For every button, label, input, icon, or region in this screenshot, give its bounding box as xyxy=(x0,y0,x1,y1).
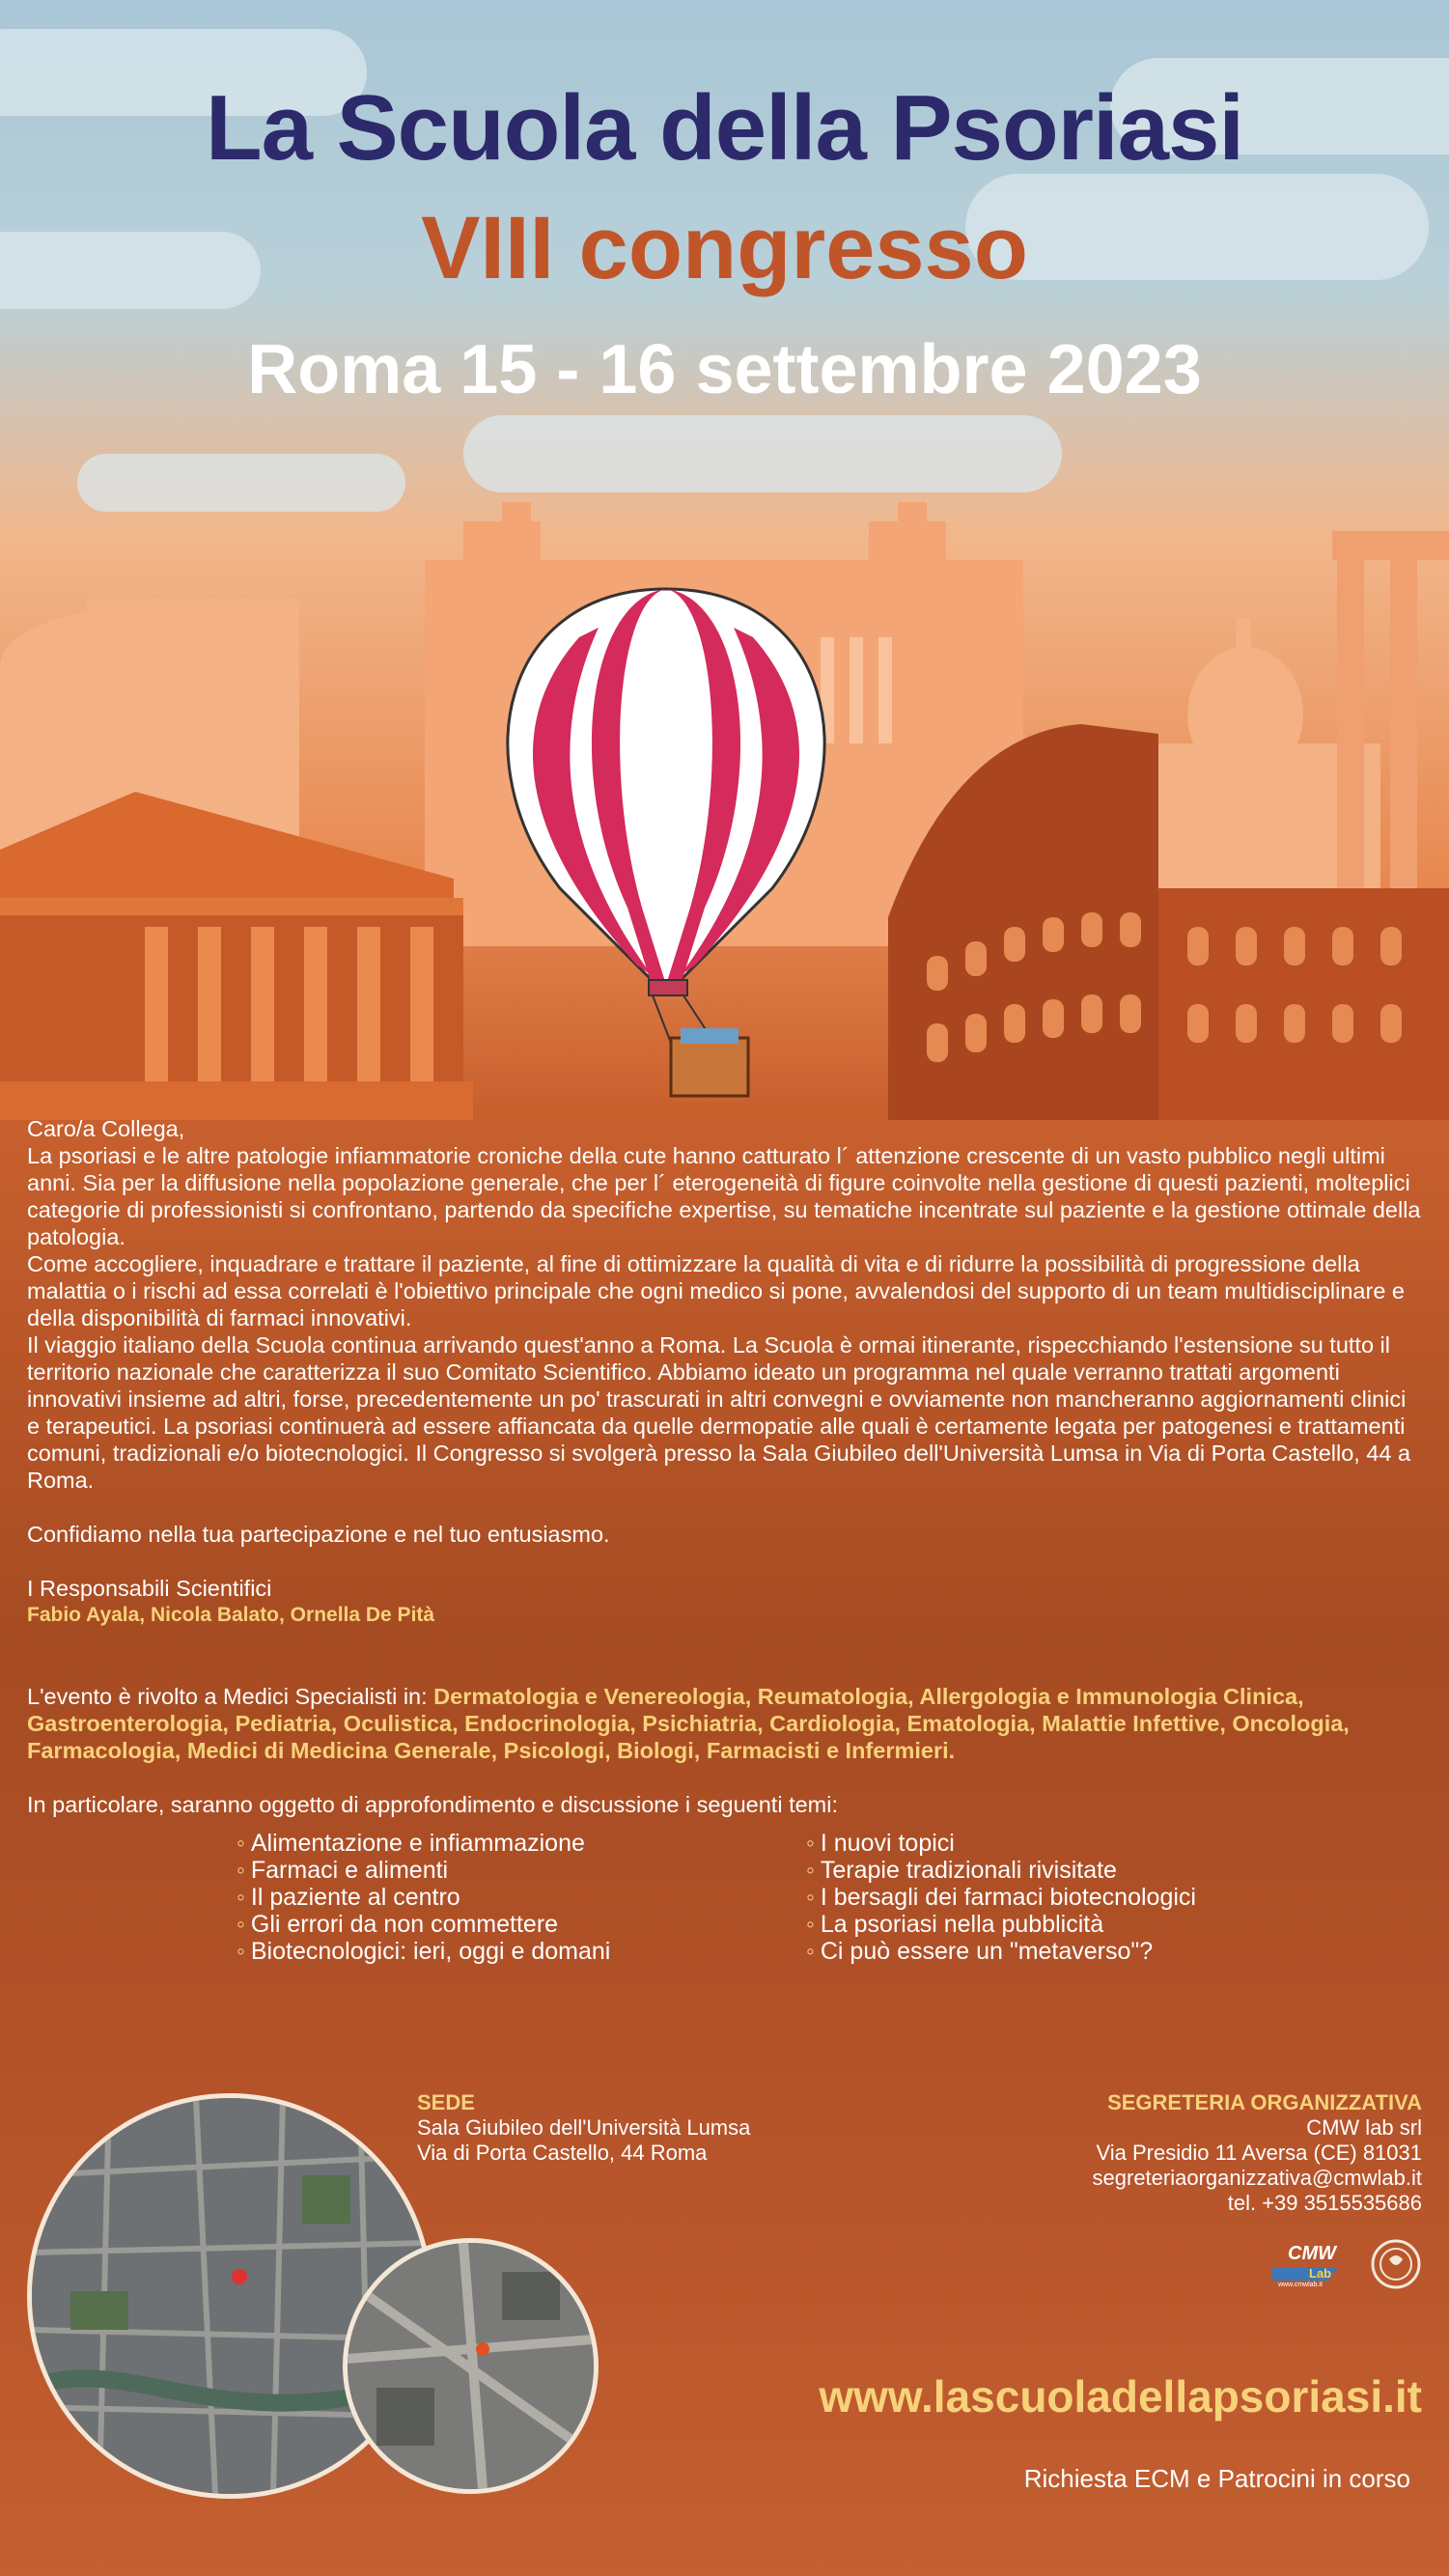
topic-item: ◦ Farmaci e alimenti xyxy=(237,1857,449,1884)
cmw-lab-logo xyxy=(1270,2238,1357,2286)
letter-closing: Confidiamo nella tua partecipazione e nel tuo entusiasmo. xyxy=(27,1522,610,1547)
ecm-note: Richiesta ECM e Patrocini in corso xyxy=(1023,2464,1410,2493)
organizer-info xyxy=(1093,2090,1422,2216)
topic-item: ◦ La psoriasi nella pubblicità xyxy=(806,1911,1104,1938)
topic-item: ◦ I bersagli dei farmaci biotecnologici xyxy=(806,1884,1196,1911)
audience-intro: L'evento è rivolto a Medici Specialisti in: xyxy=(27,1684,434,1709)
website-link[interactable]: www.lascuoladellapsoriasi.it xyxy=(819,2371,1422,2422)
topics-intro: In particolare, saranno oggetto di approfondimento e discussione i seguenti temi: xyxy=(27,1792,838,1817)
congress-dates: Roma 15 - 16 settembre 2023 xyxy=(247,331,1202,408)
topic-item: ◦ I nuovi topici xyxy=(806,1830,955,1857)
topic-item: ◦ Biotecnologici: ieri, oggi e domani xyxy=(237,1938,611,1965)
topics-list-left xyxy=(237,1830,610,1965)
congress-edition: VIII congresso xyxy=(421,199,1028,297)
venue-address: Via di Porta Castello, 44 Roma xyxy=(417,2141,708,2165)
seal-logo xyxy=(1370,2238,1422,2290)
venue-name: Sala Giubileo dell'Università Lumsa xyxy=(417,2115,751,2140)
organizer-address: Via Presidio 11 Aversa (CE) 81031 xyxy=(1096,2141,1422,2165)
audience-specialties: Dermatologia e Venereologia, Reumatologia, Allergologia e Immunologia Clinica, Gastroenterologia, Pediatria, Oculistica, Endocrinologia, Psichiatria, Cardiologia, Ematologia, Malattie Infettive, Oncologia, Farmacologia, Medici di Medicina Generale, Psicologi, Biologi, Farmacisti e Infermieri. xyxy=(27,1684,1350,1763)
organizer-company: CMW lab srl xyxy=(1306,2115,1422,2140)
svg-text:Lab: Lab xyxy=(1309,2266,1332,2281)
responsabili-label: I Responsabili Scientifici xyxy=(27,1576,272,1601)
topics-list-right xyxy=(806,1830,1196,1965)
svg-text:www.cmwlab.it: www.cmwlab.it xyxy=(1278,2282,1323,2286)
pantheon-silhouette xyxy=(0,792,473,1120)
topic-item: ◦ Il paziente al centro xyxy=(237,1884,460,1911)
venue-map-image xyxy=(343,2238,599,2494)
hot-air-balloon xyxy=(508,589,824,1096)
letter-paragraph-3: Il viaggio italiano della Scuola continua arrivando quest'anno a Roma. La Scuola è ormai itinerante, rispecchiando l'estensione su tutto il territorio nazionale che caratterizza il suo Comitato Scientifico. Abbiamo ideato un programma nel quale verranno trattati argomenti innovativi insieme ad altri, forse, precedentemente un po' trascurati in altri convegni e ovviamente non mancheranno aggiornamenti clinici e terapeutici. La psoriasi continuerà ad essere affiancata da quelle dermopatie alle quali è certamente legata per patogenesi e trattamenti comuni, tradizionali e/o biotecnologici. Il Congresso si svolgerà presso la Sala Giubileo dell'Università Lumsa in Via di Porta Castello, 44 a Roma. xyxy=(27,1332,1411,1493)
letter-paragraph-1: La psoriasi e le altre patologie infiammatorie croniche della cute hanno catturato l´ attenzione crescente di un vasto pubblico negli ultimi anni. Sia per la diffusione nella popolazione generale, che per l´ eterogeneità di figure coinvolte nella gestione di questi pazienti, molteplici categorie di professionisti si confrontano, partendo da specifiche expertise, su tematiche incentrate sul paziente e la gestione ottimale della patologia. xyxy=(27,1143,1421,1249)
topic-item: ◦ Ci può essere un "metaverso"? xyxy=(806,1938,1154,1965)
topic-item: ◦ Gli errori da non commettere xyxy=(237,1911,559,1938)
letter-paragraph-2: Come accogliere, inquadrare e trattare il paziente, al fine di ottimizzare la qualità di vita e di ridurre la possibilità di progressione della malattia o i rischi ad essa correlati è l'obiettivo principale che ogni medico si pone, avvalendosi del supporto di un team multidisciplinare e della disponibilità di farmaci innovativi. xyxy=(27,1251,1405,1330)
venue-info xyxy=(417,2090,750,2166)
audience-text xyxy=(27,1683,1422,1764)
responsabili-names: Fabio Ayala, Nicola Balato, Ornella De Pità xyxy=(27,1604,435,1626)
organizer-email[interactable]: segreteriaorganizzativa@cmwlab.it xyxy=(1092,2166,1422,2190)
letter-body xyxy=(27,1115,1422,1818)
svg-text:CMW: CMW xyxy=(1288,2243,1336,2264)
organizer-label: SEGRETERIA ORGANIZZATIVA xyxy=(1107,2090,1422,2114)
rome-skyline-illustration xyxy=(0,502,1449,1120)
columns-silhouette xyxy=(1332,531,1449,927)
organizer-phone: tel. +39 3515535686 xyxy=(1227,2191,1422,2215)
letter-greeting: Caro/a Collega, xyxy=(27,1116,185,1141)
congress-title: La Scuola della Psoriasi xyxy=(205,76,1244,180)
topic-item: ◦ Alimentazione e infiammazione xyxy=(237,1830,585,1857)
cloud xyxy=(463,415,1062,492)
venue-label: SEDE xyxy=(417,2090,475,2114)
topic-item: ◦ Terapie tradizionali rivisitate xyxy=(806,1857,1117,1884)
